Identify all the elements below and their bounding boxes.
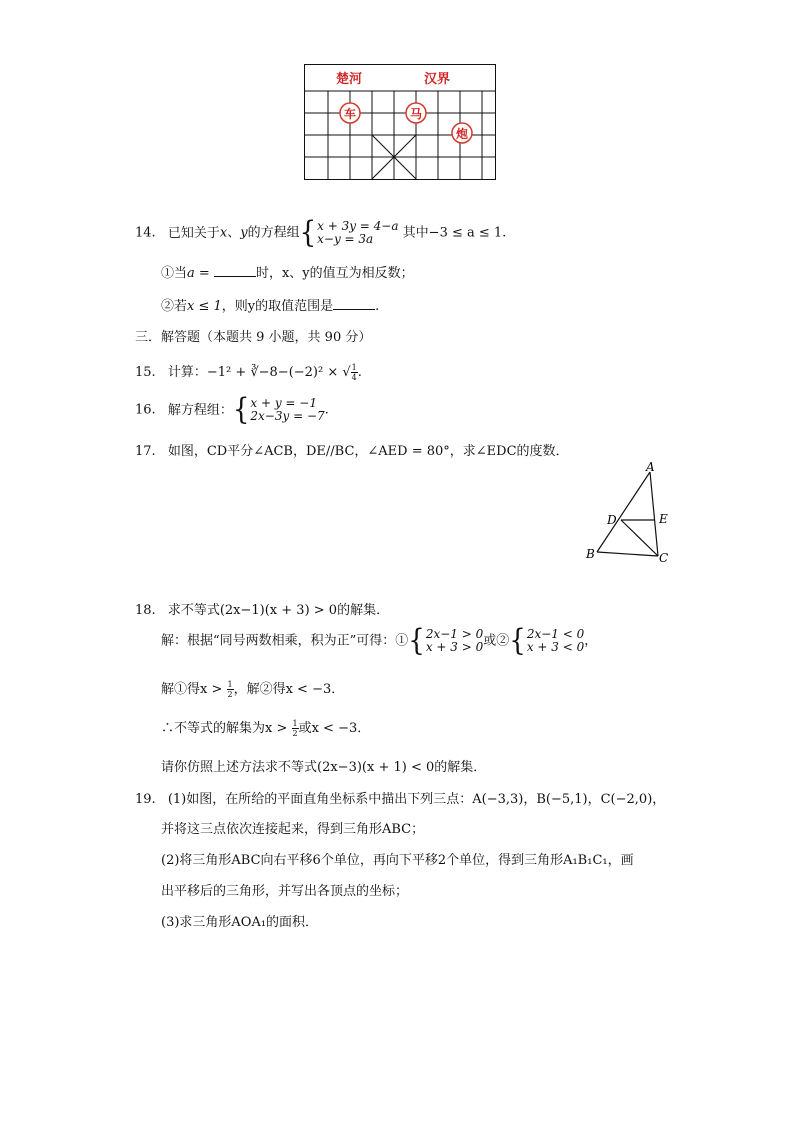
q14-part2: ②若x ≤ 1，则y的取值范围是 . bbox=[161, 299, 380, 314]
q19-line2: 并将这三点依次连接起来，得到三角形ABC； bbox=[161, 822, 425, 837]
chess-board-figure bbox=[304, 64, 496, 180]
svg-text:炮: 炮 bbox=[455, 127, 469, 141]
section-heading: 三．解答题（本题共 9 小题，共 90 分） bbox=[135, 330, 372, 345]
label-B: B bbox=[586, 547, 595, 561]
triangle-figure bbox=[580, 458, 680, 568]
answer-blank-1[interactable] bbox=[214, 264, 256, 277]
q14-number: 14. bbox=[135, 225, 156, 241]
label-D: D bbox=[607, 513, 617, 527]
piece-pao bbox=[452, 123, 472, 143]
label-E: E bbox=[659, 512, 668, 526]
q19-line5: (3)求三角形AOA₁的面积． bbox=[161, 915, 319, 930]
svg-text:马: 马 bbox=[409, 107, 423, 121]
answer-blank-2[interactable] bbox=[333, 297, 375, 310]
q18-solution-line2: 解①得x > $\frac{1}{2}$ ，解②得x < −3． bbox=[161, 680, 345, 699]
q15: 15. 计算：−1² + ∛−8−(−2)² × √ $\frac{1}{4}$ . bbox=[135, 363, 362, 382]
piece-che bbox=[340, 103, 360, 123]
q16: 16. 解方程组：{x + y = −1 2x−3y = −7. bbox=[135, 392, 329, 428]
q14-eq1: x + 3y = 4−a bbox=[317, 219, 399, 233]
river-left-label: 楚河 bbox=[336, 72, 363, 87]
q14-part1: ①当a = 时，x、y的值互为相反数； bbox=[161, 266, 414, 281]
q14-eq2: x−y = 3a bbox=[317, 232, 374, 246]
river-right-label: 汉界 bbox=[424, 72, 451, 87]
label-C: C bbox=[659, 551, 669, 565]
q16-eq2: 2x−3y = −7 bbox=[250, 409, 325, 423]
q14-condition: 其中−3 ≤ a ≤ 1. bbox=[402, 225, 507, 241]
q18-stem: 18. 求不等式(2x−1)(x + 3) > 0的解集． bbox=[135, 603, 390, 618]
label-A: A bbox=[646, 460, 655, 474]
q16-eq1: x + y = −1 bbox=[250, 396, 317, 410]
q19-line4: 出平移后的三角形，并写出各顶点的坐标； bbox=[161, 884, 409, 899]
q19-line1: 19. (1)如图，在所给的平面直角坐标系中描出下列三点：A(−3,3)，B(−5,1)，C(−2,0)， bbox=[135, 792, 666, 807]
q18-task: 请你仿照上述方法求不等式(2x−3)(x + 1) < 0的解集． bbox=[161, 760, 487, 775]
q18-solution-line1: 解：根据“同号两数相乘，积为正”可得：①{2x−1 > 0 x + 3 > 0或②{2x−1 < 0 x + 3 < 0， bbox=[161, 623, 598, 659]
q19-line3: (2)将三角形ABC向右平移6个单位，再向下平移2个单位，得到三角形A₁B₁C₁，画 bbox=[161, 853, 634, 868]
piece-ma bbox=[406, 103, 426, 123]
q17: 17. 如图，CD平分∠ACB，DE//BC，∠AED = 80°，求∠EDC的度数． bbox=[135, 444, 569, 459]
q14-stem: 14. 已知关于x、y的方程组{x + 3y = 4−a x−y = 3a 其中−3 ≤ a ≤ 1. bbox=[135, 215, 507, 251]
svg-text:车: 车 bbox=[343, 107, 357, 121]
q18-solution-line3: ∴不等式的解集为x > $\frac{1}{2}$ 或x < −3． bbox=[161, 719, 371, 738]
